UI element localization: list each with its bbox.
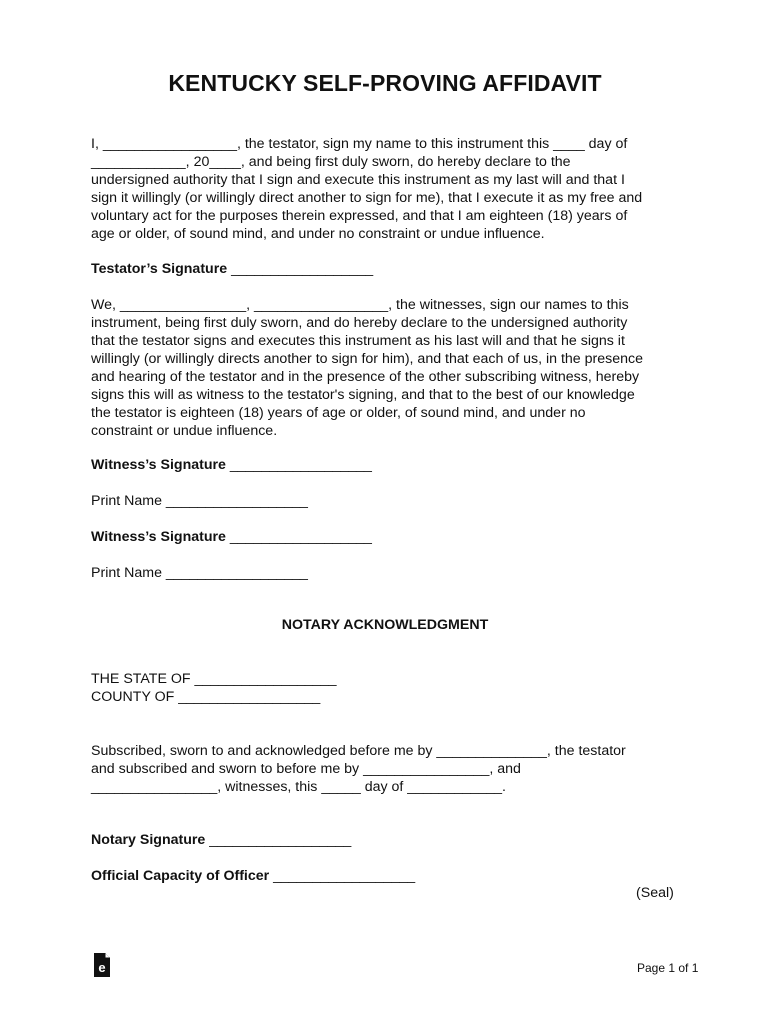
paragraph-line: age or older, of sound mind, and under no constraint or undue influence. bbox=[91, 226, 545, 242]
testator-signature-label: Testator’s Signature bbox=[91, 261, 228, 277]
witness2-print-blank[interactable]: __________________ bbox=[165, 565, 308, 581]
witness1-signature-label: Witness’s Signature bbox=[91, 457, 226, 473]
document-title: KENTUCKY SELF-PROVING AFFIDAVIT bbox=[168, 70, 602, 96]
witness2-signature-blank[interactable]: __________________ bbox=[229, 529, 372, 545]
notary-signature-label: Notary Signature bbox=[91, 832, 206, 848]
witness2-signature-label: Witness’s Signature bbox=[91, 529, 226, 545]
paragraph-line: and subscribed and sworn to before me by ________________, and bbox=[91, 761, 521, 777]
paragraph-line: I, _________________, the testator, sign my name to this instrument this ____ day of bbox=[91, 136, 628, 152]
testator-signature-field bbox=[91, 260, 373, 278]
paragraph-line: instrument, being first duly sworn, and do hereby declare to the undersigned authority bbox=[91, 315, 628, 331]
paragraph-line: that the testator signs and executes this instrument as his last will and that he signs it bbox=[91, 333, 625, 349]
notary-signature-field bbox=[91, 831, 351, 849]
witness1-print-blank[interactable]: __________________ bbox=[165, 493, 308, 509]
witness1-signature-blank[interactable]: __________________ bbox=[229, 457, 372, 473]
paragraph-line: voluntary act for the purposes therein expressed, and that I am eighteen (18) years of bbox=[91, 208, 628, 224]
testator-signature-blank[interactable]: __________________ bbox=[231, 261, 374, 277]
eforms-logo-icon bbox=[92, 952, 112, 978]
notary-heading: NOTARY ACKNOWLEDGMENT bbox=[281, 617, 489, 633]
witness1-signature-field bbox=[91, 456, 372, 474]
paragraph-line: undersigned authority that I sign and execute this instrument as my last will and that I bbox=[91, 172, 625, 188]
witness2-print-label: Print Name bbox=[91, 565, 162, 581]
paragraph-line: Subscribed, sworn to and acknowledged before me by ______________, the testator bbox=[91, 743, 626, 759]
paragraph-line: and hearing of the testator and in the presence of the other subscribing witness, hereby bbox=[91, 369, 640, 385]
svg-text:e: e bbox=[98, 960, 106, 975]
witness1-print-label: Print Name bbox=[91, 493, 162, 509]
testator-declaration bbox=[91, 135, 711, 243]
paragraph-line: the testator is eighteen (18) years of age or older, of sound mind, and under no bbox=[91, 405, 586, 421]
witness1-print-field bbox=[91, 492, 308, 510]
paragraph-line: ____________, 20____, and being first duly sworn, do hereby declare to the bbox=[91, 154, 571, 170]
witness2-print-field bbox=[91, 564, 308, 582]
official-capacity-blank[interactable]: __________________ bbox=[273, 868, 416, 884]
paragraph-line: constraint or undue influence. bbox=[91, 423, 278, 439]
official-capacity-field bbox=[91, 867, 415, 885]
paragraph-line: ________________, witnesses, this _____ day of ____________. bbox=[91, 779, 506, 795]
county-line[interactable]: COUNTY OF __________________ bbox=[91, 689, 321, 705]
official-capacity-label: Official Capacity of Officer bbox=[91, 868, 270, 884]
notary-acknowledgment-text bbox=[91, 742, 711, 796]
state-line[interactable]: THE STATE OF __________________ bbox=[91, 671, 337, 687]
notary-signature-blank[interactable]: __________________ bbox=[209, 832, 352, 848]
paragraph-line: signs this will as witness to the testator's signing, and that to the best of our knowledge bbox=[91, 387, 635, 403]
page-number: Page 1 of 1 bbox=[637, 961, 699, 975]
paragraph-line: sign it willingly (or willingly direct another to sign for me), that I execute it as my free and bbox=[91, 190, 643, 206]
witness2-signature-field bbox=[91, 528, 372, 546]
seal-label: (Seal) bbox=[636, 885, 674, 901]
paragraph-line: We, ________________, _________________, the witnesses, sign our names to this bbox=[91, 297, 629, 313]
paragraph-line: willingly (or willingly directs another to sign for him), and that each of us, in the presence bbox=[91, 351, 644, 367]
witness-declaration bbox=[91, 296, 711, 440]
